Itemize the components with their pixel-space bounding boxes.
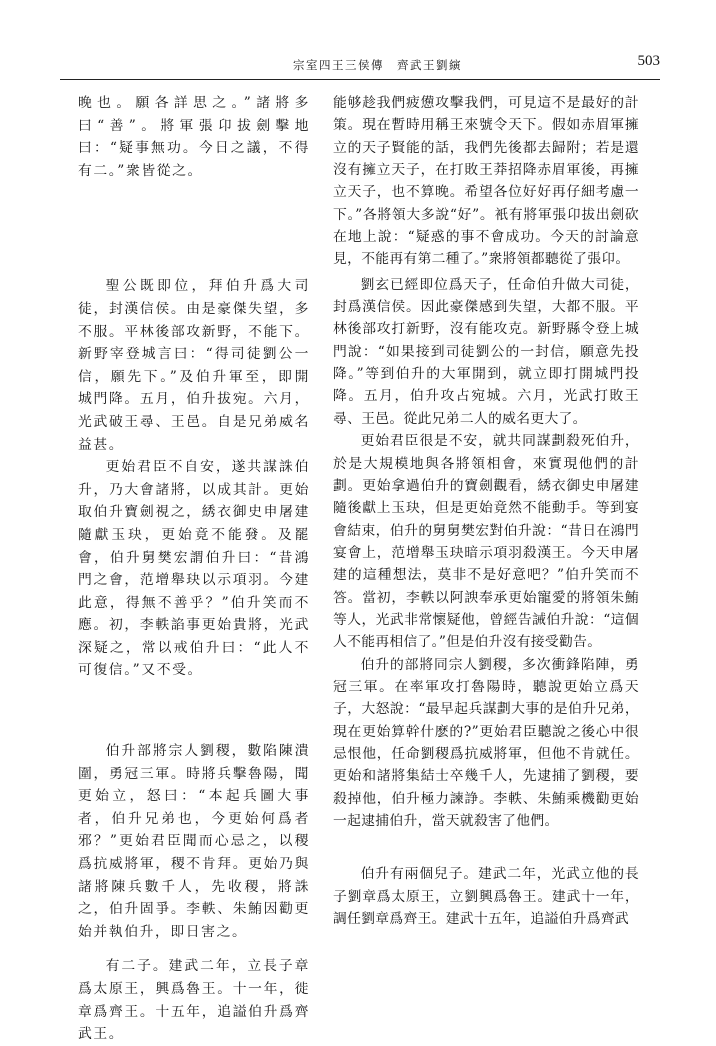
translation-paragraph: 伯升的部將同宗人劉稷，多次衝鋒陷陣，勇冠三軍。在率軍攻打魯陽時，聽說更始立爲天子，大怒說：“最早起兵謀劃大事的是伯升兄弟，現在更始算幹什麽的?”更始君臣聽說之後心中很忌恨他，任命劉稷爲抗威將軍，但他不肯就任。更始和諸將集結士卒幾千人，先逮捕了劉稷，要殺掉他，伯升極力諫諍。李軼、朱鮪乘機勸更始一起逮捕伯升，當天就殺害了他們。 — [333, 656, 639, 829]
translation-paragraph: 劉玄已經即位爲天子，任命伯升做大司徒，封爲漢信侯。因此豪傑感到失望，大都不服。平林後部攻打新野，沒有能攻克。新野縣令登上城門說：“如果接到司徒劉公的一封信，願意先投降。”等到伯升的大軍開到，就立即打開城門投降。五月，伯升攻占宛城。六月，光武打敗王尋、王邑。從此兄弟二人的威名更大了。 — [333, 276, 639, 427]
classical-paragraph: 更始君臣不自安，遂共謀誅伯升，乃大會諸將，以成其計。更始取伯升寶劍視之，綉衣御史申屠建隨獻玉玦，更始竟不能發。及罷會，伯升舅樊宏謂伯升曰：“昔鴻門之會，范增舉玦以示項羽。今建此意，得無不善乎？”伯升笑而不應。初，李軼諂事更始貴將，光武深疑之，常以戒伯升曰：“此人不可復信。”又不受。 — [78, 459, 310, 679]
running-title: 宗室四王三侯傳 齊武王劉縯 — [293, 58, 462, 72]
classical-text-column — [78, 92, 310, 1046]
classical-paragraph: 伯升部將宗人劉稷，數陷陳潰圍，勇冠三軍。時將兵擊魯陽，聞更始立，怒曰：“本起兵圖大事者，伯升兄弟也，今更始何爲者邪？”更始君臣聞而心忌之，以稷爲抗威將軍，稷不肯拜。更始乃與諸將陳兵數千人，先收稷，將誅之，伯升固爭。李軼、朱鮪因勸更始并執伯升，即日害之。 — [78, 743, 310, 940]
header-rule — [60, 79, 660, 80]
page-number: 503 — [637, 53, 660, 69]
classical-paragraph: 晚也。願各詳思之。”諸將多曰“善”。將軍張卬拔劍擊地曰：“疑事無功。今日之議，不得有二。”衆皆從之。 — [78, 95, 310, 179]
translation-paragraph: 伯升有兩個兒子。建武二年，光武立他的長子劉章爲太原王，立劉興爲魯王。建武十一年，調任劉章爲齊王。建武十五年，追謚伯升爲齊武 — [333, 866, 639, 928]
page-header — [60, 54, 660, 78]
translation-paragraph: 能够趁我們疲憊攻擊我們，可見這不是最好的計策。現在暫時用稱王來號令天下。假如赤眉軍擁立的天子賢能的話，我們先後都去歸附；若是還沒有擁立天子，在打敗王莽招降赤眉軍後，再擁立天子，也不算晚。希望各位好好再仔細考慮一下。”各將領大多說“好”。衹有將軍張卬拔出劍砍在地上說：“疑惑的事不會成功。今天的討論意見，不能再有第二種了。”衆將領都聽從了張卬。 — [333, 95, 639, 268]
classical-paragraph: 有二子。建武二年，立長子章爲太原王，興爲魯王。十一年，徙章爲齊王。十五年，追謚伯升爲齊武王。 — [78, 958, 310, 1043]
classical-paragraph: 聖公既即位，拜伯升爲大司徒，封漢信侯。由是豪傑失望，多不服。平林後部攻新野，不能下。新野宰登城言曰：“得司徒劉公一信，願先下。”及伯升軍至，即開城門降。五月，伯升拔宛。六月，光武破王尋、王邑。自是兄弟威名益甚。 — [78, 278, 310, 453]
translation-column — [333, 92, 639, 930]
translation-paragraph: 更始君臣很是不安，就共同謀劃殺死伯升，於是大規模地與各將領相會，來實現他們的計劃。更始拿過伯升的寶劍觀看，綉衣御史申屠建隨後獻上玉玦，但是更始竟然不能動手。等到宴會結束，伯升的舅舅樊宏對伯升說：“昔日在鴻門宴會上，范增舉玉玦暗示項羽殺漢王。今天申屠建的這種想法，莫非不是好意吧？”伯升笑而不答。當初，李軼以阿諛奉承更始寵愛的將領朱鮪等人，光武非常懷疑他，曾經告誡伯升說：“這個人不能再相信了。”但是伯升沒有接受勸告。 — [333, 433, 639, 651]
